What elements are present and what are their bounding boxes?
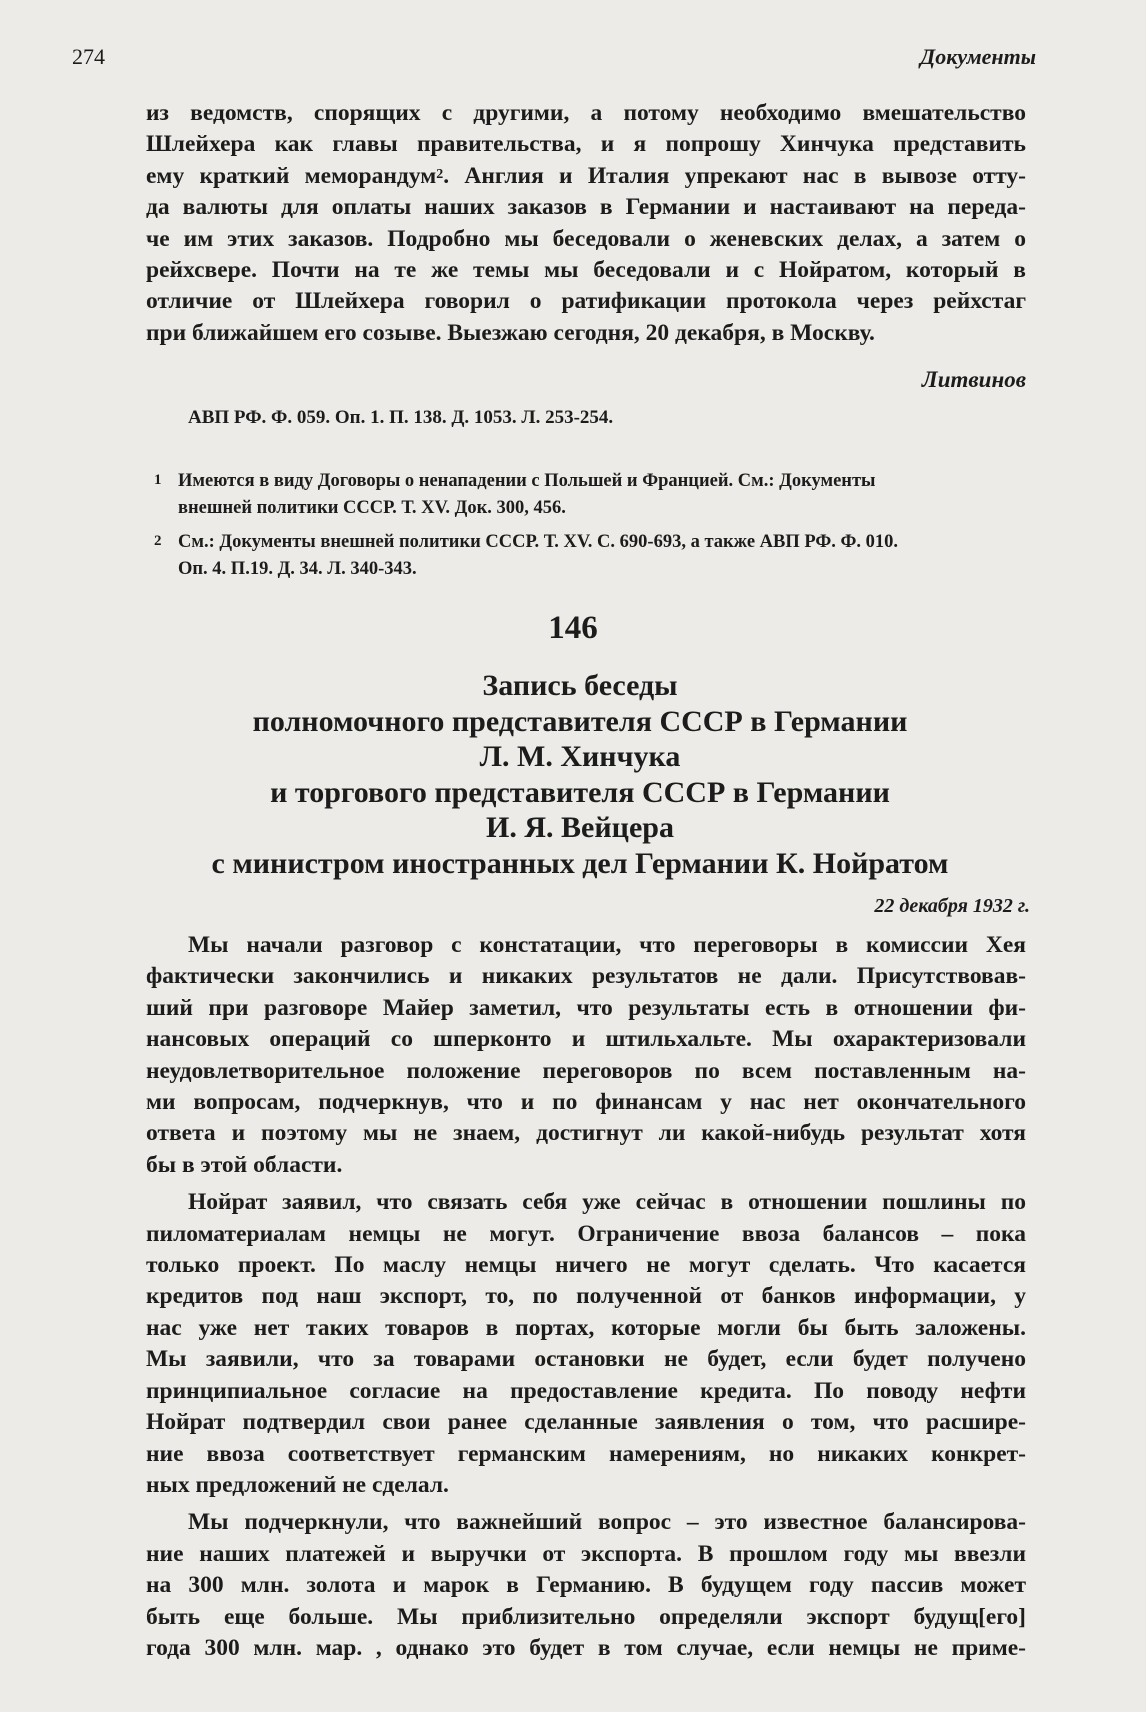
text-line: Мы подчеркнули, что важнейший вопрос – это известное балансирова-: [188, 1509, 1026, 1536]
text-line: че им этих заказов. Подробно мы беседовали о женевских делах, а затем о: [146, 225, 1026, 252]
text-line: только проект. По маслу немцы ничего не могут сделать. Что касается: [146, 1252, 1026, 1279]
text-fragment: ему краткий меморандум: [146, 162, 437, 189]
text-line: пиломатериалам немцы не могут. Ограничение ввоза балансов – пока: [146, 1220, 1026, 1247]
text-line: ми вопросам, подчеркнув, что и по финансам у нас нет окончательного: [146, 1089, 1026, 1116]
text-line: ший при разговоре Майер заметил, что результаты есть в отношении фи-: [146, 994, 1026, 1021]
text-line: отличие от Шлейхера говорил о ратификации протокола через рейхстаг: [146, 288, 1026, 315]
page-number: 274: [72, 44, 105, 69]
title-line: полномочного представителя СССР в Германии: [252, 704, 908, 738]
section-title: Документы: [920, 44, 1036, 69]
footnotes: [150, 468, 1030, 590]
text-line: ответа и поэтому мы не знаем, достигнут ли какой-нибудь результат хотя: [146, 1120, 1026, 1147]
title-line: Л. М. Хинчука: [479, 740, 681, 773]
footnote-line: Имеются в виду Договоры о ненападении с Польшей и Францией. См.: Документы: [178, 471, 876, 491]
text-line: кредитов под наш экспорт, то, по полученной от банков информации, у: [146, 1283, 1026, 1310]
text-line: быть еще больше. Мы приблизительно определяли экспорт будущ[его]: [146, 1603, 1026, 1630]
footnote: [150, 468, 1030, 522]
body-text: [146, 930, 1026, 1664]
text-line: Мы заявили, что за товарами остановки не будет, если будет получено: [146, 1346, 1026, 1373]
text-line: рейхсвере. Почти на те же темы мы беседовали и с Нойратом, который в: [146, 257, 1026, 284]
document-number: 146: [548, 610, 598, 646]
text-line: при ближайшем его созыве. Выезжаю сегодня, 20 декабря, в Москву.: [146, 319, 875, 346]
footnote-mark: 2: [154, 533, 162, 549]
footnote-reference: 2: [436, 166, 444, 182]
text-fragment: . Англия и Италия упрекают нас в вывозе отту-: [443, 162, 1026, 189]
text-line: нансовых операций со шперконто и штильхальте. Мы охарактеризовали: [146, 1026, 1026, 1053]
text-line: да валюты для оплаты наших заказов в Германии и настаивают на переда-: [146, 194, 1026, 221]
text-line: Мы начали разговор с констатации, что переговоры в комиссии Хея: [188, 932, 1026, 958]
text-line: фактически закончились и никаких результатов не дали. Присутствовав-: [146, 963, 1026, 990]
archive-reference: АВП РФ. Ф. 059. Оп. 1. П. 138. Д. 1053. Л. 253-254.: [188, 407, 614, 428]
body-paragraph: [146, 930, 1026, 1181]
text-line: Нойрат подтвердил свои ранее сделанные заявления о том, что расшире-: [146, 1409, 1026, 1436]
document-date: 22 декабря 1932 г.: [874, 895, 1030, 917]
text-line: ние ввоза соответствует германским намерениям, но никаких конкрет-: [146, 1440, 1026, 1467]
text-line: принципиальное согласие на предоставление кредита. По поводу нефти: [146, 1377, 1026, 1404]
text-line: из ведомств, спорящих с другими, а потому необходимо вмешательство: [146, 100, 1026, 126]
signature: Литвинов: [921, 367, 1026, 392]
text-line: на 300 млн. золота и марок в Германию. В будущем году пассив может: [146, 1572, 1026, 1599]
body-paragraph: [146, 1187, 1026, 1501]
title-line: И. Я. Вейцера: [486, 811, 674, 844]
text-line: Нойрат заявил, что связать себя уже сейчас в отношении пошлины по: [188, 1189, 1026, 1216]
intro-text: [146, 98, 1026, 349]
intro-paragraph: [146, 98, 1026, 349]
footnote-line: внешней политики СССР. Т. XV. Док. 300, 456.: [178, 498, 566, 518]
title-line: Запись беседы: [482, 669, 678, 702]
title-line: с министром иностранных дел Германии К. Нойратом: [211, 846, 949, 880]
text-line: ние наших платежей и выручки от экспорта. В прошлом году мы ввезли: [146, 1540, 1026, 1567]
text-line: ных предложений не сделал.: [146, 1471, 449, 1498]
body-paragraph: [146, 1507, 1026, 1664]
footnote-line: См.: Документы внешней политики СССР. Т. XV. С. 690-693, а также АВП РФ. Ф. 010.: [178, 532, 899, 552]
text-line: [146, 161, 1026, 192]
text-line: нас уже нет таких товаров в портах, которые могли бы быть заложены.: [146, 1314, 1026, 1341]
document-title: [130, 668, 1030, 881]
footnote-line: Оп. 4. П.19. Д. 34. Л. 340-343.: [178, 559, 417, 579]
text-line: Шлейхера как главы правительства, и я попрошу Хинчука представить: [146, 131, 1026, 158]
title-line: и торгового представителя СССР в Германии: [270, 775, 890, 809]
text-line: года 300 млн. мар. , однако это будет в том случае, если немцы не приме-: [146, 1634, 1026, 1661]
running-head: [72, 44, 1036, 74]
footnote-mark: 1: [154, 472, 162, 488]
text-line: бы в этой области.: [146, 1151, 343, 1178]
text-line: неудовлетворительное положение переговоров по всем поставленным на-: [146, 1057, 1026, 1084]
footnote: [150, 529, 1030, 583]
